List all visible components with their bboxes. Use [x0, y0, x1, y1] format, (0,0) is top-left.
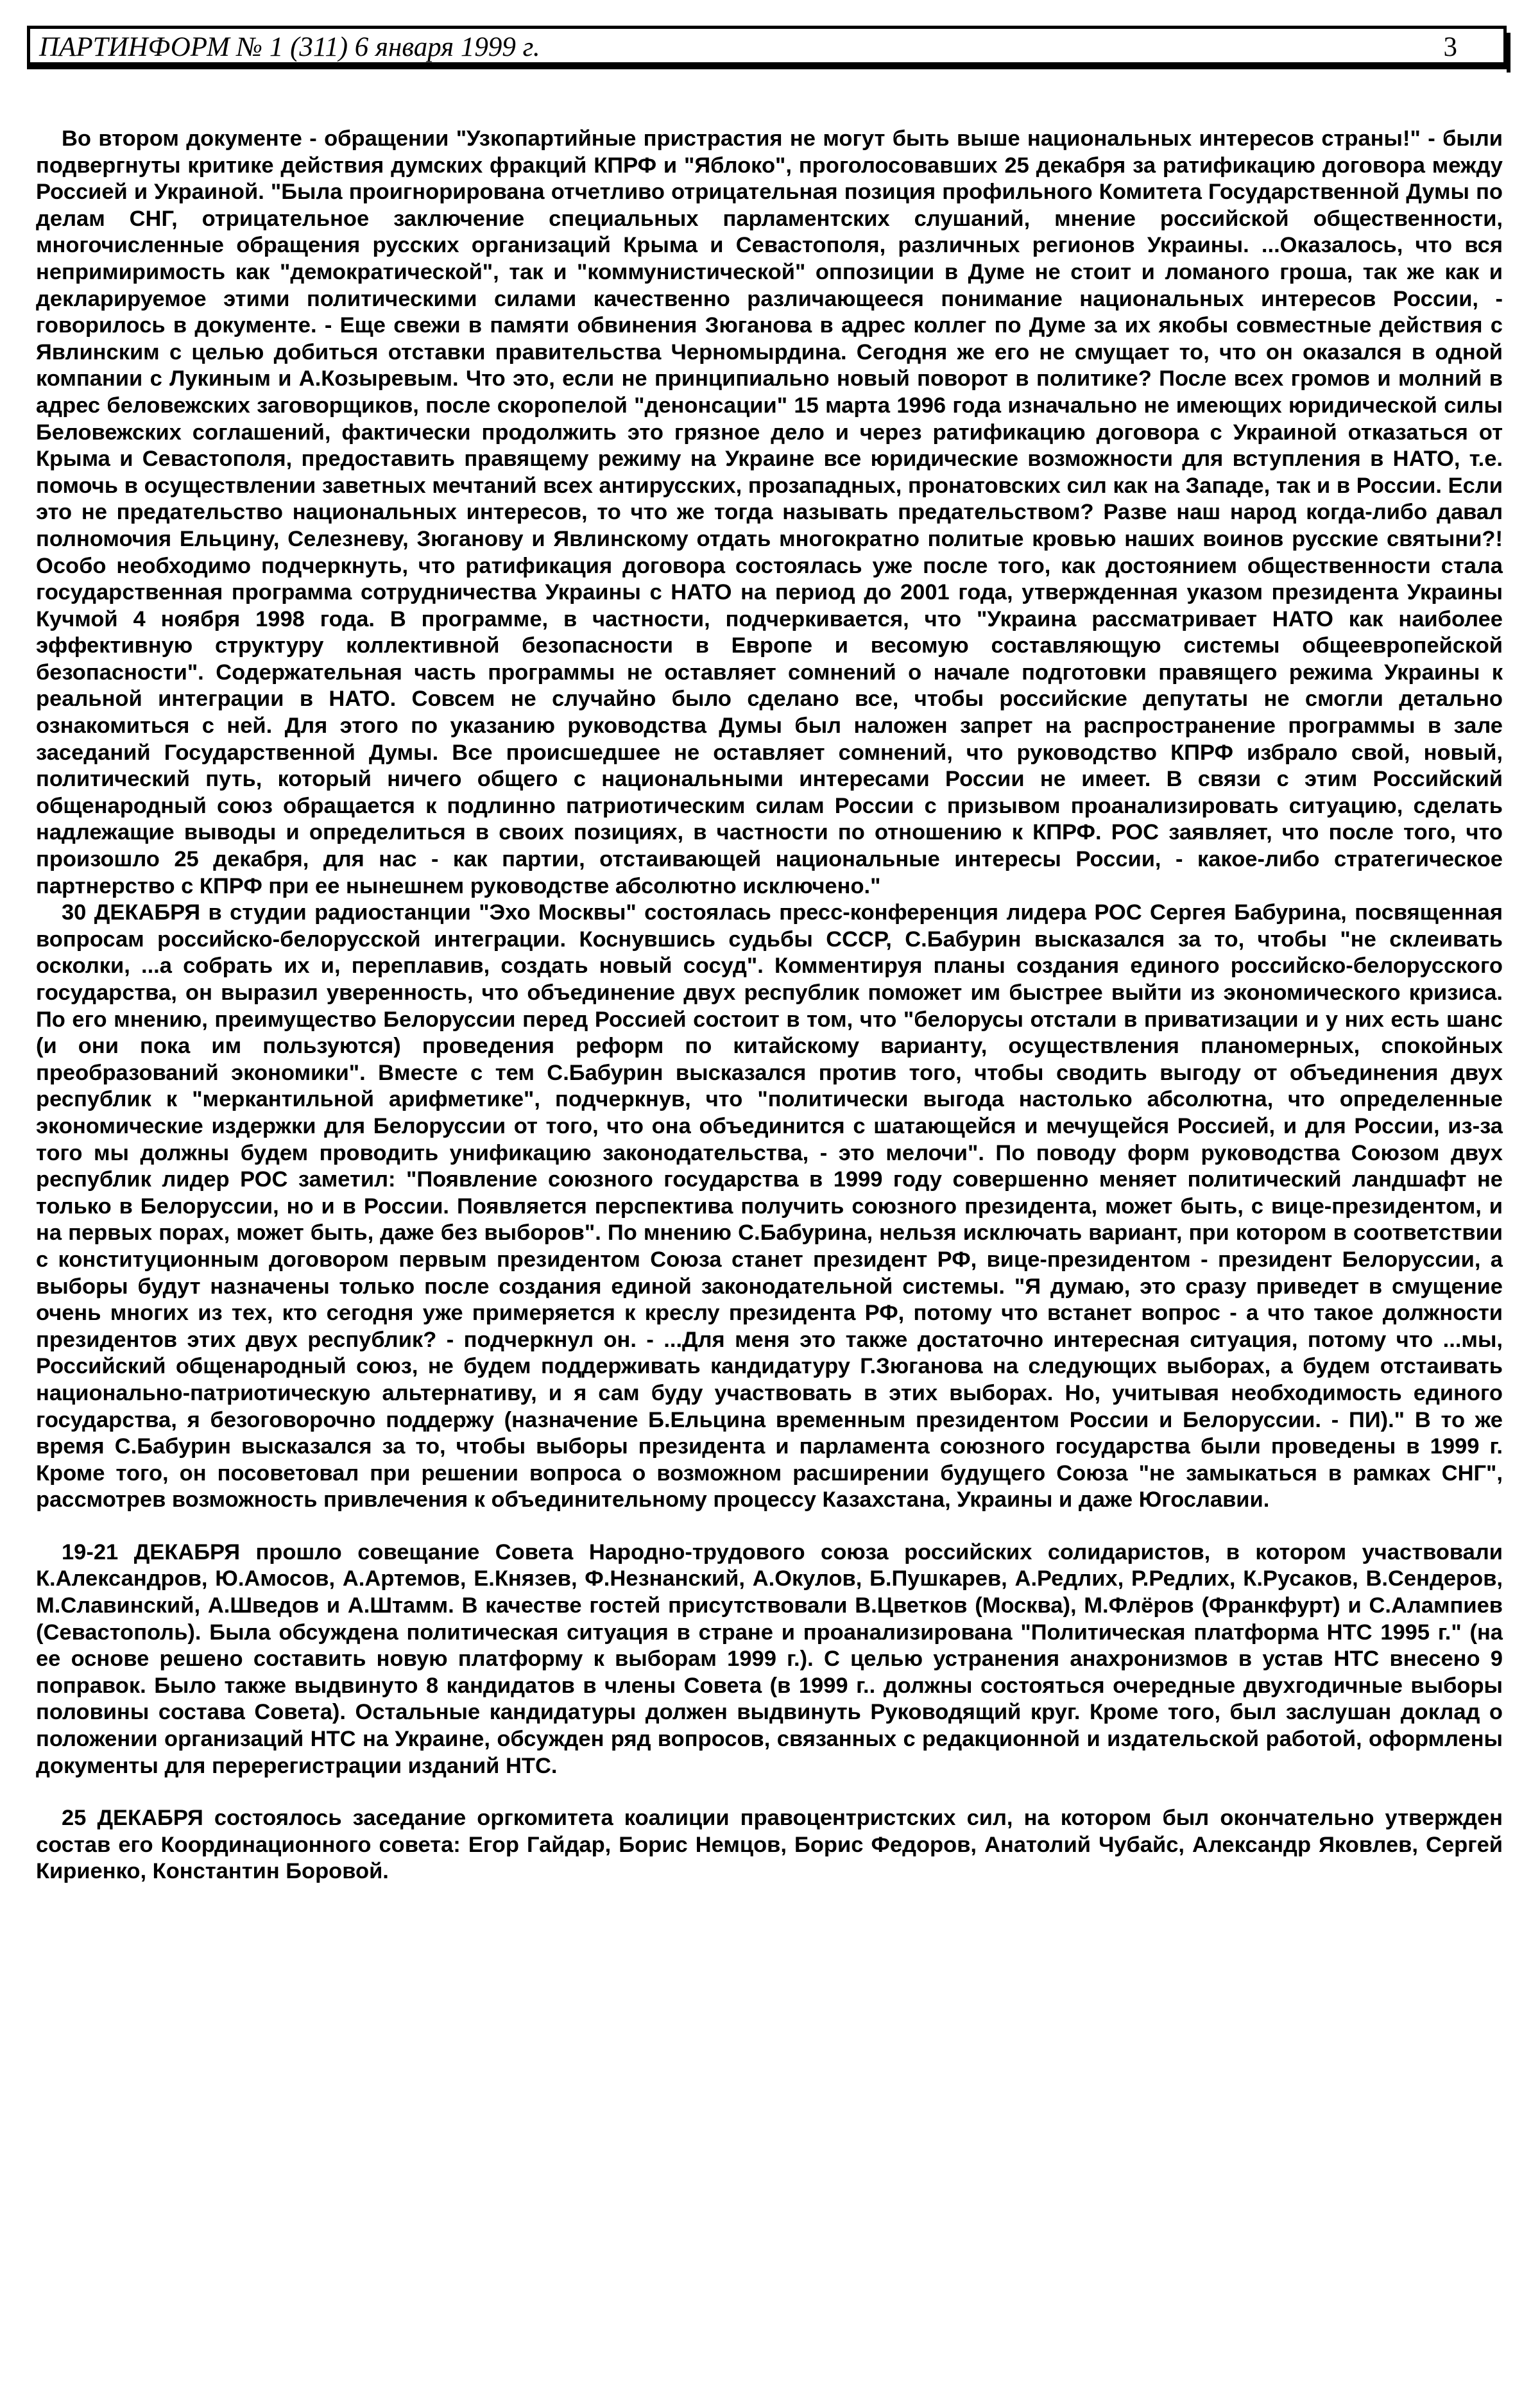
paragraph-coalition: 25 ДЕКАБРЯ состоялось заседание оргкомитета коалиции правоцентристских сил, на котором был окончательно утвержден состав его Координационного совета: Егор Гайдар, Борис Немцов, Борис Федоров, Анатолий Чубайс, Александр Яковлев, Сергей Кириенко, Константин Боровой.: [36, 1806, 1503, 1884]
paragraph-baburin-press: 30 ДЕКАБРЯ в студии радиостанции "Эхо Москвы" состоялась пресс-конференция лидера РОС Сергея Бабурина, посвященная вопросам российско-белорусской интеграции. Коснувшись судьбы СССР, С.Бабурин высказался за то, чтобы "не склеивать осколки, ...а собрать их и, переплавив, создать новый сосуд". Комментируя планы создания единого российско-белорусского государства, он выразил уверенность, что объединение двух республик поможет им быстрее выйти из экономического кризиса. По его мнению, преимущество Белоруссии перед Россией состоит в том, что "белорусы отстали в приватизации и у них есть шанс (и они пока им пользуются) проведения реформ по китайскому варианту, осуществления планомерных, спокойных преобразований экономики". Вместе с тем С.Бабурин высказался против того, чтобы сводить выгоду от объединения двух республик к "меркантильной арифметике", подчеркнув, что "политически выгода настолько абсолютна, что определенные экономические издержки для Белоруссии от того, что она объединится с шатающейся и мечущейся Россией, и для России, из-за того мы должны будем проводить унификацию законодательства, - это мелочи". По поводу форм руководства Союзом двух республик лидер РОС заметил: "Появление союзного государства в 1999 году совершенно меняет политический ландшафт не только в Белоруссии, но и в России. Появляется перспектива получить союзного президента, может быть, с вице-президентом, и на первых порах, может быть, даже без выборов". По мнению С.Бабурина, нельзя исключать вариант, при котором в соответствии с конституционным договором первым президентом Союза станет президент РФ, вице-президентом - президент Белоруссии, а выборы будут назначены только после создания единой законодательной системы. "Я думаю, это сразу приведет в смущение очень многих из тех, кто сегодня уже примеряется к креслу президента РФ, потому что встанет вопрос - а что такое должности президентов этих двух республик? - подчеркнул он. - ...Для меня это также достаточно интересная ситуация, потому что ...мы, Российский общенародный союз, не будем поддерживать кандидатуру Г.Зюганова на следующих выборах, а будем отстаивать национально-патриотическую альтернативу, и я сам буду участвовать в этих выборах. Но, учитывая необходимость единого государства, я безоговорочно поддержу (назначение Б.Ельцина временным президентом России и Белоруссии. - ПИ)." В то же время С.Бабурин высказался за то, чтобы выборы президента и парламента союзного государства были проведены в 1999 г. Кроме того, он посоветовал при решении вопроса о возможном расширении будущего Союза "не замыкаться в рамках СНГ", рассмотрев возможность привлечения к объединительному процессу Казахстана, Украины и даже Югославии.: [36, 900, 1503, 1512]
page-header: [27, 26, 1507, 65]
article-body: [36, 126, 1503, 1885]
paragraph-nts-council: 19-21 ДЕКАБРЯ прошло совещание Совета Народно-трудового союза российских солидаристов, в котором участвовали К.Александров, Ю.Амосов, А.Артемов, Е.Князев, Ф.Незнанский, А.Окулов, Б.Пушкарев, А.Редлих, Р.Редлих, К.Русаков, В.Сендеров, М.Славинский, А.Шведов и А.Штамм. В качестве гостей присутствовали В.Цветков (Москва), М.Флёров (Франкфурт) и С.Алампиев (Севастополь). Была обсуждена политическая ситуация в стране и проанализирована "Политическая платформа НТС 1995 г." (на ее основе решено составить новую платформу к выборам 1999 г.). С целью устранения анахронизмов в устав НТС внесено 9 поправок. Было также выдвинуто 8 кандидатов в члены Совета (в 1999 г.. должны состояться очередные двухгодичные выборы половины состава Совета). Остальные кандидатуры должен выдвинуть Руководящий круг. Кроме того, был заслушан доклад о положении организаций НТС на Украине, обсужден ряд вопросов, связанных с редакционной и издательской работой, оформлены документы для перерегистрации изданий НТС.: [36, 1539, 1503, 1778]
paragraph-rus-statement: Во втором документе - обращении "Узкопартийные пристрастия не могут быть выше национальных интересов страны!" - были подвергнуты критике действия думских фракций КПРФ и "Яблоко", проголосовавших 25 декабря за ратификацию договора между Россией и Украиной. "Была проигнорирована отчетливо отрицательная позиция профильного Комитета Государственной Думы по делам СНГ, отрицательное заключение специальных парламентских слушаний, мнение российской общественности, многочисленные обращения русских организаций Крыма и Севастополя, различных регионов Украины. ...Оказалось, что вся непримиримость как "демократической", так и "коммунистической" оппозиции в Думе не стоит и ломаного гроша, так же как и декларируемое этими политическими силами качественно различающееся понимание национальных интересов России, - говорилось в документе. - Еще свежи в памяти обвинения Зюганова в адрес коллег по Думе за их якобы совместные действия с Явлинским с целью добиться отставки правительства Черномырдина. Сегодня же его не смущает то, что он оказался в одной компании с Лукиным и А.Козыревым. Что это, если не принципиально новый поворот в политике? После всех громов и молний в адрес беловежских заговорщиков, после скоропелой "денонсации" 15 марта 1996 года изначально не имеющих юридической силы Беловежских соглашений, фактически продолжить это грязное дело и через ратификацию договора с Украиной отказаться от Крыма и Севастополя, предоставить правящему режиму на Украине все юридические возможности для вступления в НАТО, т.е. помочь в осуществлении заветных мечтаний всех антирусских, прозападных, пронатовских сил как на Западе, так и в России. Если это не предательство национальных интересов, то что же тогда называть предательством? Разве наш народ когда-либо давал полномочия Ельцину, Селезневу, Зюганову и Явлинскому отдать многократно политые кровью наших воинов русские святыни?! Особо необходимо подчеркнуть, что ратификация договора состоялась уже после того, как достоянием общественности стала государственная программа сотрудничества Украины с НАТО на период до 2001 года, утвержденная указом президента Украины Кучмой 4 ноября 1998 года. В программе, в частности, подчеркивается, что "Украина рассматривает НАТО как наиболее эффективную структуру коллективной безопасности в Европе и весомую составляющую системы общеевропейской безопасности". Содержательная часть программы не оставляет сомнений о начале подготовки правящего режима Украины к реальной интеграции в НАТО. Совсем не случайно было сделано все, чтобы российские депутаты не смогли детально ознакомиться с ней. Для этого по указанию руководства Думы был наложен запрет на распространение программы в зале заседаний Государственной Думы. Все происшедшее не оставляет сомнений, что руководство КПРФ избрало свой, новый, политический путь, который ничего общего с национальными интересами России не имеет. В связи с этим Российский общенародный союз обращается к подлинно патриотическим силам России с призывом проанализировать ситуацию, сделать надлежащие выводы и определиться в своих позициях, в частности по отношению к КПРФ. РОС заявляет, что после того, что произошло 25 декабря, для нас - как партии, отстаивающей национальные интересы России, - какое-либо стратегическое партнерство с КПРФ при ее нынешнем руководстве абсолютно исключено.": [36, 126, 1503, 898]
publication-title: ПАРТИНФОРМ № 1 (311) 6 января 1999 г.: [39, 32, 540, 62]
page-number: 3: [1443, 32, 1457, 62]
header-shadow: [1507, 33, 1510, 73]
